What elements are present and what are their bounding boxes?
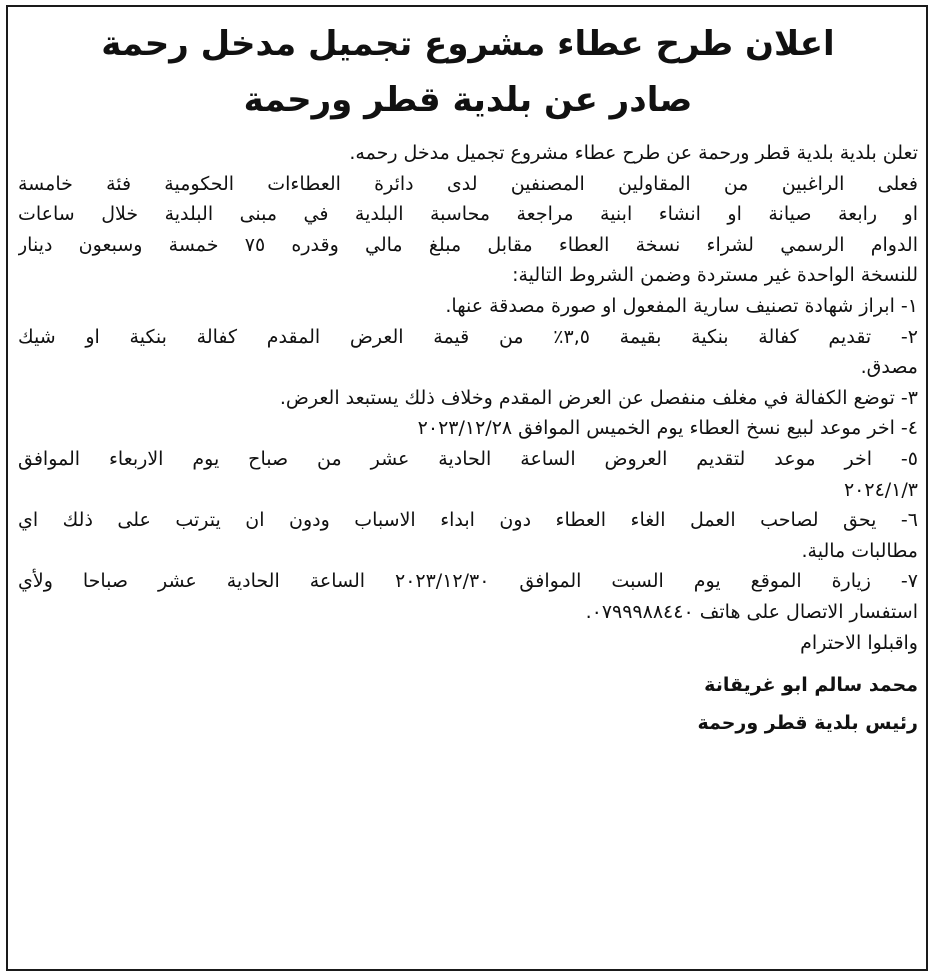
body-line-3: او رابعة صيانة او انشاء ابنية مراجعة محاسبة البلدية في مبنى البلدية خلال ساعات — [18, 203, 918, 226]
condition-3: ٣- توضع الكفالة في مغلف منفصل عن العرض المقدم وخلاف ذلك يستبعد العرض. — [279, 386, 918, 409]
condition-2-cont: مصدق. — [860, 356, 918, 379]
condition-4: ٤- اخر موعد لبيع نسخ العطاء يوم الخميس الموافق ٢٠٢٣/١٢/٢٨ — [417, 417, 918, 440]
condition-6: ٦- يحق لصاحب العمل الغاء العطاء دون ابداء الاسباب ودون ان يترتب على ذلك اي — [18, 509, 918, 532]
signature-block — [18, 666, 918, 742]
condition-6-cont: مطالبات مالية. — [801, 539, 918, 562]
condition-7-cont: استفسار الاتصال على هاتف ٠٧٩٩٩٨٨٤٤٠. — [585, 600, 918, 623]
tender-notice — [18, 16, 918, 966]
condition-5-cont: ٢٠٢٤/١/٣ — [843, 478, 918, 501]
signatory-position: رئيس بلدية قطر ورحمة — [697, 712, 918, 735]
body-line-5: للنسخة الواحدة غير مستردة وضمن الشروط التالية: — [512, 264, 918, 287]
body-line-2: فعلى الراغبين من المقاولين المصنفين لدى دائرة العطاءات الحكومية فئة خامسة — [18, 172, 918, 195]
condition-5: ٥- اخر موعد لتقديم العروض الساعة الحادية عشر من صباح يوم الاربعاء الموافق — [18, 447, 918, 470]
notice-body — [18, 138, 918, 658]
title-line-1: اعلان طرح عطاء مشروع تجميل مدخل رحمة — [101, 24, 835, 64]
signatory-name: محمد سالم ابو غريقانة — [704, 674, 918, 697]
body-line-intro: تعلن بلدية بلدية قطر ورحمة عن طرح عطاء مشروع تجميل مدخل رحمه. — [349, 142, 918, 164]
title-line-2: صادر عن بلدية قطر ورحمة — [243, 80, 693, 120]
closing-line: واقبلوا الاحترام — [800, 631, 918, 654]
body-line-4: الدوام الرسمي لشراء نسخة العطاء مقابل مبلغ مالي وقدره ٧٥ خمسة وسبعون دينار — [18, 233, 918, 256]
condition-1: ١- ابراز شهادة تصنيف سارية المفعول او صورة مصدقة عنها. — [445, 294, 918, 317]
notice-title — [18, 16, 918, 128]
condition-2: ٢- تقديم كفالة بنكية بقيمة ٣,٥٪ من قيمة العرض المقدم كفالة بنكية او شيك — [18, 325, 918, 348]
condition-7: ٧- زيارة الموقع يوم السبت الموافق ٢٠٢٣/١٢/٣٠ الساعة الحادية عشر صباحا ولأي — [18, 570, 918, 593]
